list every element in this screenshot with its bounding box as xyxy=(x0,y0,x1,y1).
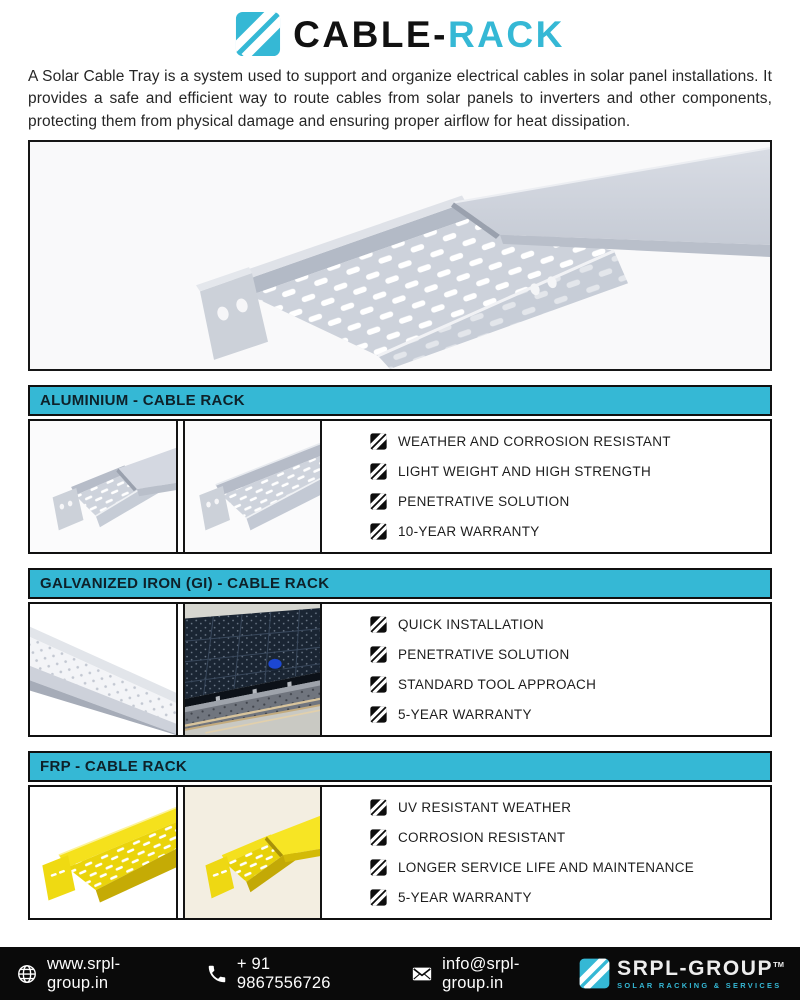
footer-website-text: www.srpl-group.in xyxy=(47,954,121,992)
feature-label: STANDARD TOOL APPROACH xyxy=(398,677,597,693)
s-logo-icon xyxy=(370,523,387,540)
feature-row xyxy=(370,706,770,723)
brand-wordmark-black: CABLE- xyxy=(293,13,448,55)
footer-email-link[interactable] xyxy=(411,955,579,993)
phone-icon xyxy=(206,963,228,985)
feature-label: PENETRATIVE SOLUTION xyxy=(398,647,570,663)
feature-label: WEATHER AND CORROSION RESISTANT xyxy=(398,434,671,450)
aluminium-covered-tray-image xyxy=(30,421,178,552)
feature-row xyxy=(370,616,770,633)
brand-header xyxy=(0,0,800,59)
aluminium-open-tray-image xyxy=(183,421,322,552)
feature-row xyxy=(370,463,770,480)
feature-label: 5-YEAR WARRANTY xyxy=(398,707,532,723)
footer-brand-text xyxy=(617,958,784,989)
feature-label: CORROSION RESISTANT xyxy=(398,830,566,846)
footer-brand-name: SRPL-GROUP™ xyxy=(617,956,784,980)
section-body-aluminium xyxy=(28,419,772,554)
feature-row xyxy=(370,889,770,906)
feature-list-frp xyxy=(322,787,770,918)
section-title-aluminium: ALUMINIUM - CABLE RACK xyxy=(28,385,772,416)
s-logo-icon xyxy=(370,889,387,906)
s-logo-icon xyxy=(370,859,387,876)
footer-email-text: info@srpl-group.in xyxy=(442,954,520,992)
feature-label: 5-YEAR WARRANTY xyxy=(398,890,532,906)
feature-row xyxy=(370,493,770,510)
feature-row xyxy=(370,523,770,540)
globe-icon xyxy=(16,963,38,985)
s-logo-icon xyxy=(370,799,387,816)
s-logo-icon xyxy=(370,433,387,450)
feature-row xyxy=(370,646,770,663)
brand-wordmark xyxy=(293,13,565,55)
gi-channel-tray-image xyxy=(30,604,178,735)
feature-list-galvanized-iron xyxy=(322,604,770,735)
s-logo-icon xyxy=(235,11,281,57)
s-logo-icon xyxy=(370,676,387,693)
s-logo-icon xyxy=(370,463,387,480)
section-frp xyxy=(28,751,772,920)
brand-wordmark-accent: RACK xyxy=(447,13,565,55)
feature-label: LIGHT WEIGHT AND HIGH STRENGTH xyxy=(398,464,652,480)
feature-row xyxy=(370,799,770,816)
cable-tray-render xyxy=(30,142,770,369)
section-aluminium xyxy=(28,385,772,554)
section-galvanized-iron xyxy=(28,568,772,737)
s-logo-icon xyxy=(370,493,387,510)
envelope-icon xyxy=(411,963,433,985)
footer-brand-tagline: SOLAR RACKING & SERVICES xyxy=(617,980,782,990)
feature-label: UV RESISTANT WEATHER xyxy=(398,800,572,816)
section-title-frp: FRP - CABLE RACK xyxy=(28,751,772,782)
feature-label: 10-YEAR WARRANTY xyxy=(398,524,540,540)
s-logo-icon xyxy=(370,616,387,633)
frp-covered-tray-image xyxy=(183,787,322,918)
section-title-galvanized-iron: GALVANIZED IRON (GI) - CABLE RACK xyxy=(28,568,772,599)
s-logo-icon xyxy=(370,829,387,846)
trademark-mark: TM xyxy=(773,959,784,969)
footer-website-link[interactable] xyxy=(16,955,180,993)
feature-list-aluminium xyxy=(322,421,770,552)
s-logo-icon xyxy=(579,958,610,989)
feature-row xyxy=(370,676,770,693)
feature-row xyxy=(370,859,770,876)
feature-row xyxy=(370,433,770,450)
feature-label: LONGER SERVICE LIFE AND MAINTENANCE xyxy=(398,860,695,876)
section-body-frp xyxy=(28,785,772,920)
frp-open-tray-image xyxy=(30,787,178,918)
intro-text: A Solar Cable Tray is a system used to support and organize electrical cables in solar panel installations. It provides a safe and efficient way to route cables from solar panels to inverters and other components, protecting them from physical damage and ensuring proper airflow for heat dissipation. xyxy=(28,68,772,130)
s-logo-icon xyxy=(370,646,387,663)
footer-phone-text: + 91 9867556726 xyxy=(236,954,331,992)
feature-row xyxy=(370,829,770,846)
footer-phone-link[interactable] xyxy=(206,955,367,993)
feature-label: QUICK INSTALLATION xyxy=(398,617,544,633)
footer-brand-logo xyxy=(579,958,784,989)
s-logo-icon xyxy=(370,706,387,723)
hero-image xyxy=(28,140,772,371)
section-body-galvanized-iron xyxy=(28,602,772,737)
footer xyxy=(0,947,800,1000)
solar-installation-photo xyxy=(183,604,322,735)
feature-label: PENETRATIVE SOLUTION xyxy=(398,494,570,510)
